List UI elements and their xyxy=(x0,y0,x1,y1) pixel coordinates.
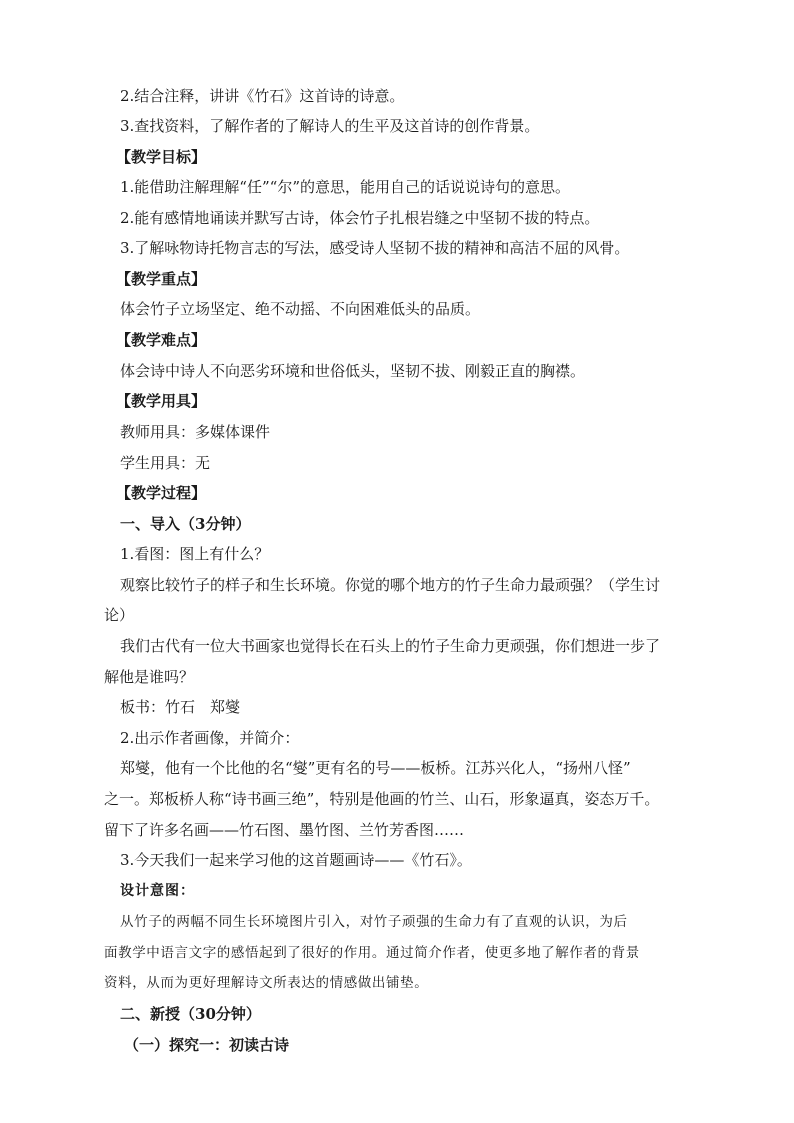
tools-heading: 【教学用具】 xyxy=(116,392,207,410)
design-intent-text-a: 从竹子的两幅不同生长环境图片引入，对竹子顽强的生命力有了直观的认识，为后 xyxy=(120,914,628,930)
intro-step-1-text2-b: 解他是谁吗？ xyxy=(104,668,195,686)
process-heading: 【教学过程】 xyxy=(116,484,207,502)
new-lesson-heading: 二、新授（30分钟） xyxy=(120,1005,261,1023)
key-points-text: 体会竹子立场坚定、绝不动摇、不向困难低头的品质。 xyxy=(120,300,481,318)
goal-item-2: 2.能有感情地诵读并默写古诗，体会竹子扎根岩缝之中坚韧不拔的特点。 xyxy=(120,209,600,227)
prep-item-3: 3.查找资料，了解作者的了解诗人的生平及这首诗的创作背景。 xyxy=(120,117,540,135)
key-points-heading: 【教学重点】 xyxy=(116,270,207,288)
tools-student: 学生用具：无 xyxy=(120,454,211,472)
intro-step-1-text-a: 观察比较竹子的样子和生长环境。你觉的哪个地方的竹子生命力最顽强？（学生讨 xyxy=(120,576,661,594)
intro-step-2-text-a: 郑燮，他有一个比他的名“燮”更有名的号——板桥。江苏兴化人，“扬州八怪” xyxy=(120,759,631,777)
blackboard-note: 板书：竹石 郑燮 xyxy=(120,698,241,716)
design-intent-text-c: 资料，从而为更好理解诗文所表达的情感做出铺垫。 xyxy=(104,975,429,991)
goal-item-3: 3.了解咏物诗托物言志的写法，感受诗人坚韧不拔的精神和高洁不屈的风骨。 xyxy=(120,239,630,257)
difficulty-text: 体会诗中诗人不向恶劣环境和世俗低头，坚韧不拔、刚毅正直的胸襟。 xyxy=(120,362,586,380)
intro-step-1-text-b: 论） xyxy=(104,606,135,624)
intro-step-2-text-b: 之一。郑板桥人称“诗书画三绝”，特别是他画的竹兰、山石，形象逼真，姿态万千。 xyxy=(104,790,660,808)
design-intent-text-b: 面教学中语言文字的感悟起到了很好的作用。通过简介作者，使更多地了解作者的背景 xyxy=(104,945,640,961)
intro-heading: 一、导入（3分钟） xyxy=(120,515,251,533)
prep-item-2: 2.结合注释，讲讲《竹石》这首诗的诗意。 xyxy=(120,87,405,105)
difficulty-heading: 【教学难点】 xyxy=(116,331,207,349)
intro-step-2: 2.出示作者画像，并简介： xyxy=(120,729,300,747)
tools-teacher: 教师用具：多媒体课件 xyxy=(120,423,271,441)
explore-one-heading: （一）探究一：初读古诗 xyxy=(124,1036,290,1054)
intro-step-1-text2-a: 我们古代有一位大书画家也觉得长在石头上的竹子生命力更顽强，你们想进一步了 xyxy=(120,637,661,655)
intro-step-3: 3.今天我们一起来学习他的这首题画诗——《竹石》。 xyxy=(120,851,472,869)
goal-item-1: 1.能借助注解理解“任”“尔”的意思，能用自己的话说说诗句的意思。 xyxy=(120,178,570,196)
design-intent-title: 设计意图： xyxy=(120,883,195,899)
goals-heading: 【教学目标】 xyxy=(116,148,207,166)
intro-step-2-text-c: 留下了许多名画——竹石图、墨竹图、兰竹芳香图…… xyxy=(104,821,465,839)
intro-step-1: 1.看图：图上有什么？ xyxy=(120,545,270,563)
